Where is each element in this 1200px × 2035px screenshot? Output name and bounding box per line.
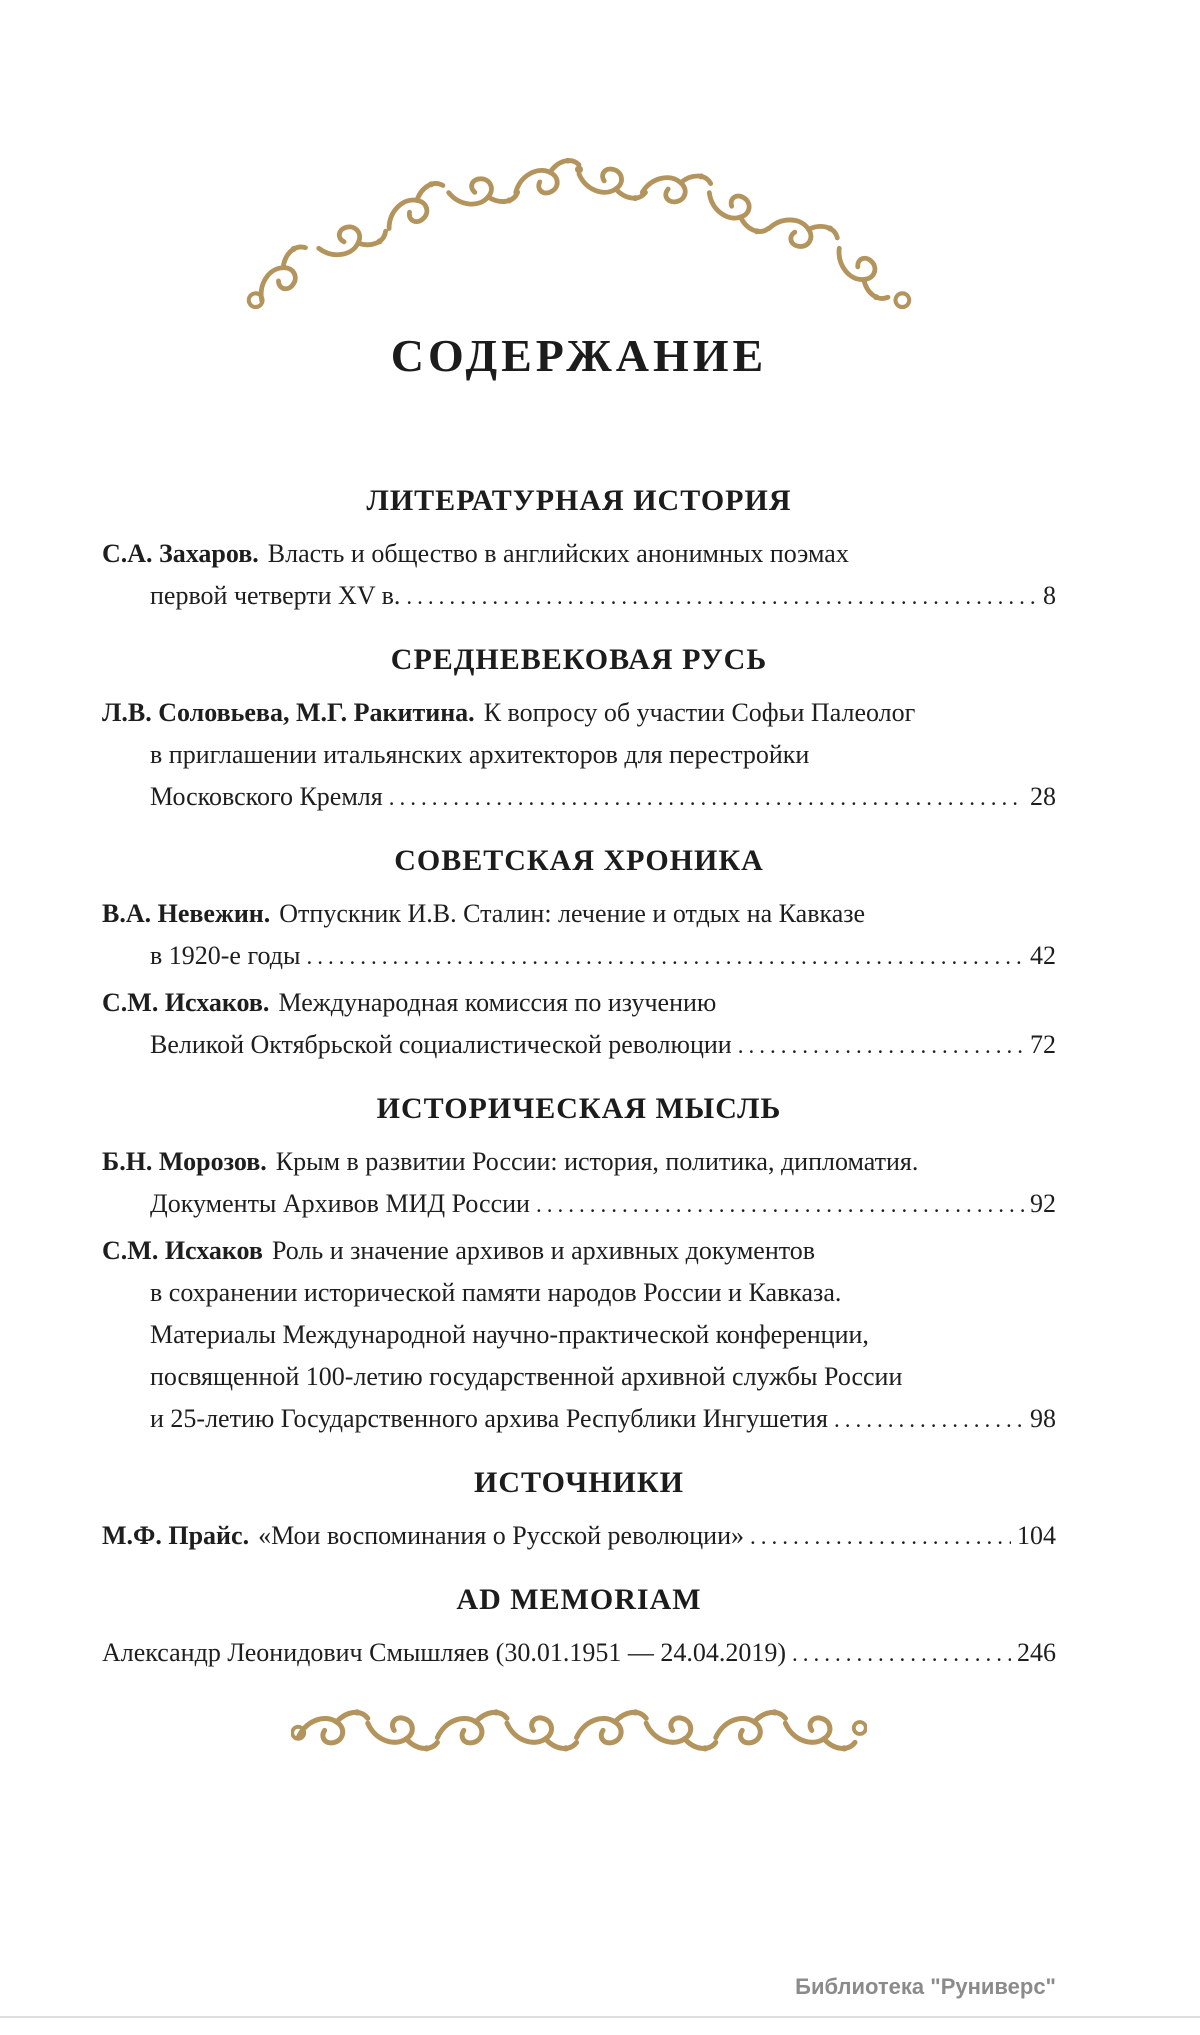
entry-text: Александр Леонидович Смышляев (30.01.1951 — 24.04.2019) <box>102 1637 786 1667</box>
entry-first-line <box>102 692 1056 734</box>
page-number: 104 <box>1017 1520 1056 1550</box>
entry-text: посвященной 100-летию государственной архивной службы России <box>150 1361 903 1391</box>
entry-text: и 25-летию Государственного архива Республики Ингушетия <box>150 1403 828 1433</box>
library-watermark: Библиотека "Руниверс" <box>795 1974 1056 1999</box>
section-sources <box>102 1463 1056 1558</box>
entry-continuation-line <box>102 1314 1056 1356</box>
band-scroll-ornament-icon <box>291 1701 867 1755</box>
entry-leader-line <box>102 575 1056 618</box>
entry-continuation-line <box>102 1272 1056 1314</box>
entry-text: первой четверти XV в. <box>150 580 401 610</box>
section-ad-memoriam <box>102 1580 1056 1675</box>
toc-entry <box>102 982 1056 1067</box>
toc-entry <box>102 1141 1056 1226</box>
page-number: 8 <box>1043 580 1056 610</box>
dot-leader <box>306 936 1024 978</box>
entry-text: Великой Октябрьской социалистической революции <box>150 1029 732 1059</box>
entry-leader-line <box>102 1632 1056 1675</box>
page-title: СОДЕРЖАНИЕ <box>390 330 768 381</box>
entry-leader-line <box>102 1024 1056 1067</box>
entry-continuation-line <box>102 1356 1056 1398</box>
toc-entry <box>102 1515 1056 1558</box>
section-medieval-rus <box>102 640 1056 819</box>
entry-author: М.Ф. Прайс. <box>102 1520 250 1550</box>
entry-text: К вопросу об участии Софьи Палеолог <box>483 697 916 727</box>
toc-entry <box>102 1230 1056 1441</box>
arc-scroll-ornament-icon <box>234 158 924 330</box>
entry-first-line <box>102 893 1056 935</box>
section-literary-history <box>102 481 1056 618</box>
entry-leader-line <box>102 1183 1056 1226</box>
entry-text: в сохранении исторической памяти народов России и Кавказа. <box>150 1277 842 1307</box>
entry-first-line <box>102 533 1056 575</box>
entry-leader-line <box>102 776 1056 819</box>
page-number: 92 <box>1030 1188 1056 1218</box>
entry-author: Б.Н. Морозов. <box>102 1146 267 1176</box>
section-heading: AD MEMORIAM <box>456 1582 702 1616</box>
section-heading: ИСТОЧНИКИ <box>474 1465 684 1499</box>
entry-text: Отпускник И.В. Сталин: лечение и отдых на Кавказе <box>279 898 866 928</box>
dot-leader <box>536 1184 1024 1226</box>
page-number: 246 <box>1017 1637 1056 1667</box>
entry-text: Международная комиссия по изучению <box>278 987 717 1017</box>
toc-entry <box>102 1632 1056 1675</box>
entry-first-line <box>102 1230 1056 1272</box>
toc-page <box>0 158 1200 2035</box>
toc-entry <box>102 893 1056 978</box>
entry-author: В.А. Невежин. <box>102 898 271 928</box>
section-soviet-chronicle <box>102 841 1056 1067</box>
page-number: 42 <box>1030 940 1056 970</box>
dot-leader <box>389 777 1024 819</box>
entry-author: С.А. Захаров. <box>102 538 259 568</box>
section-heading: СРЕДНЕВЕКОВАЯ РУСЬ <box>390 642 768 676</box>
section-heading: ИСТОРИЧЕСКАЯ МЫСЛЬ <box>376 1091 782 1125</box>
dot-leader <box>834 1399 1024 1441</box>
entry-text: в приглашении итальянских архитекторов для перестройки <box>150 739 810 769</box>
entry-leader-line <box>102 1515 1056 1558</box>
entry-text: Власть и общество в английских анонимных поэмах <box>267 538 849 568</box>
dot-leader <box>406 576 1037 618</box>
entry-first-line <box>102 1141 1056 1183</box>
entry-first-line <box>102 982 1056 1024</box>
page-number: 98 <box>1030 1403 1056 1433</box>
page-number: 28 <box>1030 781 1056 811</box>
table-of-contents <box>102 481 1056 1675</box>
entry-leader-line <box>102 1398 1056 1441</box>
entry-text: Документы Архивов МИД России <box>150 1188 530 1218</box>
bottom-divider <box>0 2016 1200 2018</box>
entry-leader-line <box>102 935 1056 978</box>
toc-entry <box>102 692 1056 819</box>
section-heading: СОВЕТСКАЯ ХРОНИКА <box>394 843 764 877</box>
entry-text: «Мои воспоминания о Русской революции» <box>258 1520 744 1550</box>
entry-continuation-line <box>102 734 1056 776</box>
entry-text: Крым в развитии России: история, политика, дипломатия. <box>275 1146 919 1176</box>
dot-leader <box>750 1516 1011 1558</box>
dot-leader <box>738 1025 1024 1067</box>
section-historical-thought <box>102 1089 1056 1441</box>
dot-leader <box>792 1633 1011 1675</box>
entry-author: С.М. Исхаков <box>102 1235 263 1265</box>
page-number: 72 <box>1030 1029 1056 1059</box>
entry-text: Роль и значение архивов и архивных документов <box>271 1235 816 1265</box>
toc-entry <box>102 533 1056 618</box>
content-column <box>102 158 1056 1755</box>
entry-text: в 1920-е годы <box>150 940 301 970</box>
entry-text: Московского Кремля <box>150 781 383 811</box>
section-heading: ЛИТЕРАТУРНАЯ ИСТОРИЯ <box>366 483 792 517</box>
entry-text: Материалы Международной научно-практической конференции, <box>150 1319 869 1349</box>
entry-author: Л.В. Соловьева, М.Г. Ракитина. <box>102 697 475 727</box>
entry-author: С.М. Исхаков. <box>102 987 270 1017</box>
